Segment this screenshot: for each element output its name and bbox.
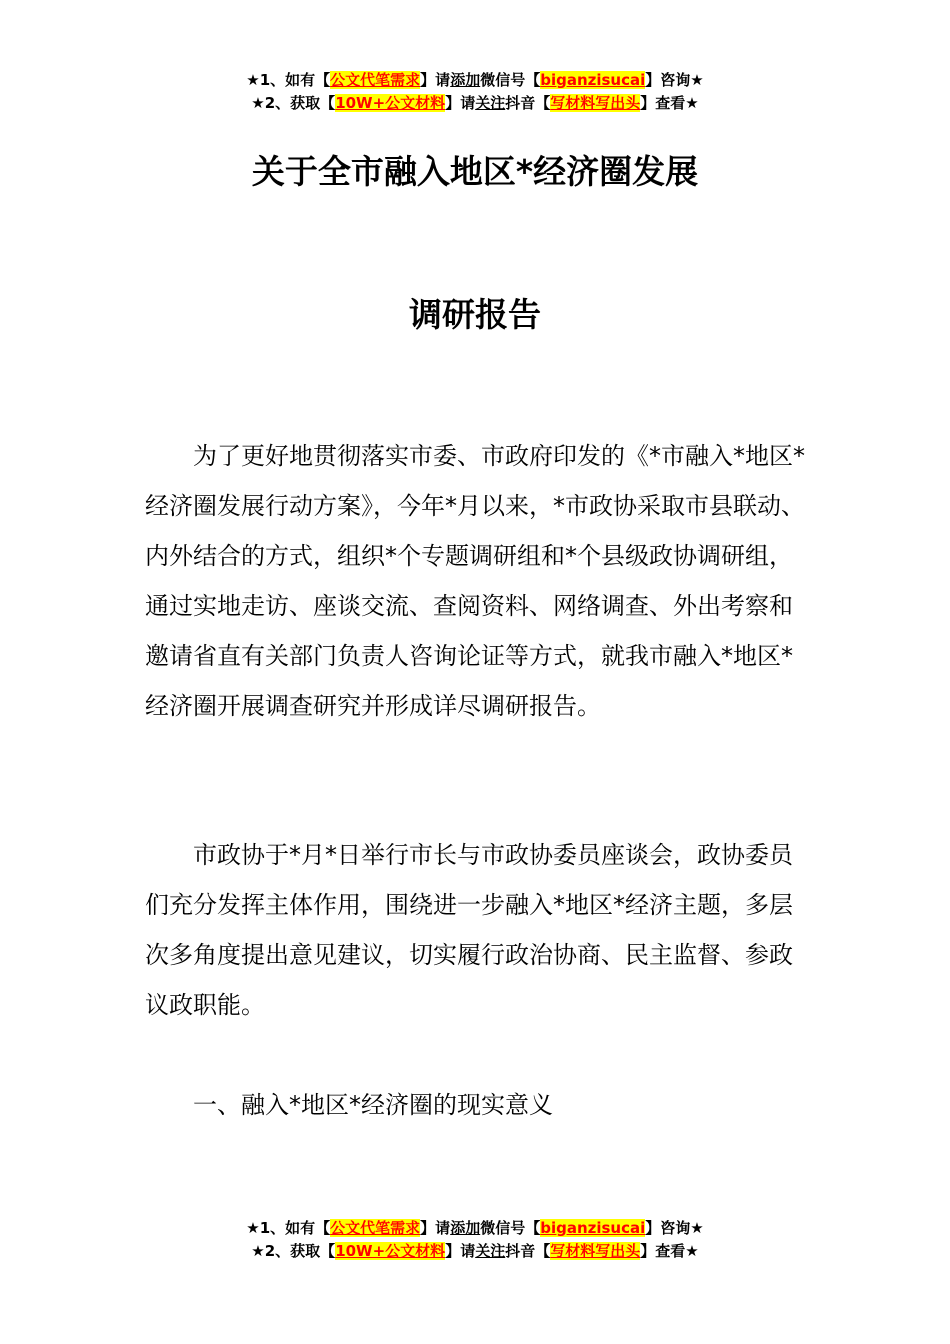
banner-line-1 [0, 1217, 950, 1240]
banner-line-2 [0, 1240, 950, 1263]
banner-text: 】查看★ [640, 1242, 699, 1260]
banner-highlight: 10W+公文材料 [335, 94, 446, 112]
banner-text: 】查看★ [640, 94, 699, 112]
banner-text: 】咨询★ [645, 71, 704, 89]
banner-underline: 关注 [475, 94, 506, 112]
banner-text: ★2、获取【 [251, 1242, 336, 1260]
banner-line-2 [0, 92, 950, 115]
banner-wechat-id: biganzisucai [540, 1219, 646, 1237]
banner-text: ★1、如有【 [246, 71, 331, 89]
document-title-line-2: 调研报告 [409, 295, 541, 334]
header-banner [0, 69, 950, 115]
paragraph-2: 市政协于*月*日举行市长与市政协委员座谈会，政协委员们充分发挥主体作用，围绕进一步融入*地区*经济主题，多层次多角度提出意见建议，切实履行政治协商、民主监督、参政议政职能。 [145, 841, 793, 1019]
banner-underline: 添加 [450, 71, 481, 89]
banner-text: 】请 [445, 1242, 476, 1260]
banner-text: 抖音【 [505, 1242, 551, 1260]
banner-text: 微信号【 [480, 71, 541, 89]
paragraph-1: 为了更好地贯彻落实市委、市政府印发的《*市融入*地区*经济圈发展行动方案》，今年*月以来，*市政协采取市县联动、内外结合的方式，组织*个专题调研组和*个县级政协调研组，通过实地走访、座谈交流、查阅资料、网络调查、外出考察和邀请省直有关部门负责人咨询论证等方式，就我市融入*地区*经济圈开展调查研究并形成详尽调研报告。 [145, 442, 805, 720]
banner-text: ★2、获取【 [251, 94, 336, 112]
banner-underline: 关注 [475, 1242, 506, 1260]
banner-wechat-id: biganzisucai [540, 71, 646, 89]
banner-douyin-id: 写材料写出头 [550, 1242, 641, 1260]
banner-line-1 [0, 69, 950, 92]
banner-underline: 添加 [450, 1219, 481, 1237]
banner-text: 】请 [420, 71, 451, 89]
banner-text: 】请 [445, 94, 476, 112]
banner-text: 】咨询★ [645, 1219, 704, 1237]
footer-banner [0, 1217, 950, 1263]
banner-text: 微信号【 [480, 1219, 541, 1237]
banner-douyin-id: 写材料写出头 [550, 94, 641, 112]
document-title-line-1: 关于全市融入地区*经济圈发展 [251, 152, 699, 191]
banner-text: 】请 [420, 1219, 451, 1237]
banner-highlight: 公文代笔需求 [330, 1219, 421, 1237]
banner-text: 抖音【 [505, 94, 551, 112]
banner-text: ★1、如有【 [246, 1219, 331, 1237]
banner-highlight: 公文代笔需求 [330, 71, 421, 89]
section-heading: 一、融入*地区*经济圈的现实意义 [193, 1091, 553, 1119]
banner-highlight: 10W+公文材料 [335, 1242, 446, 1260]
